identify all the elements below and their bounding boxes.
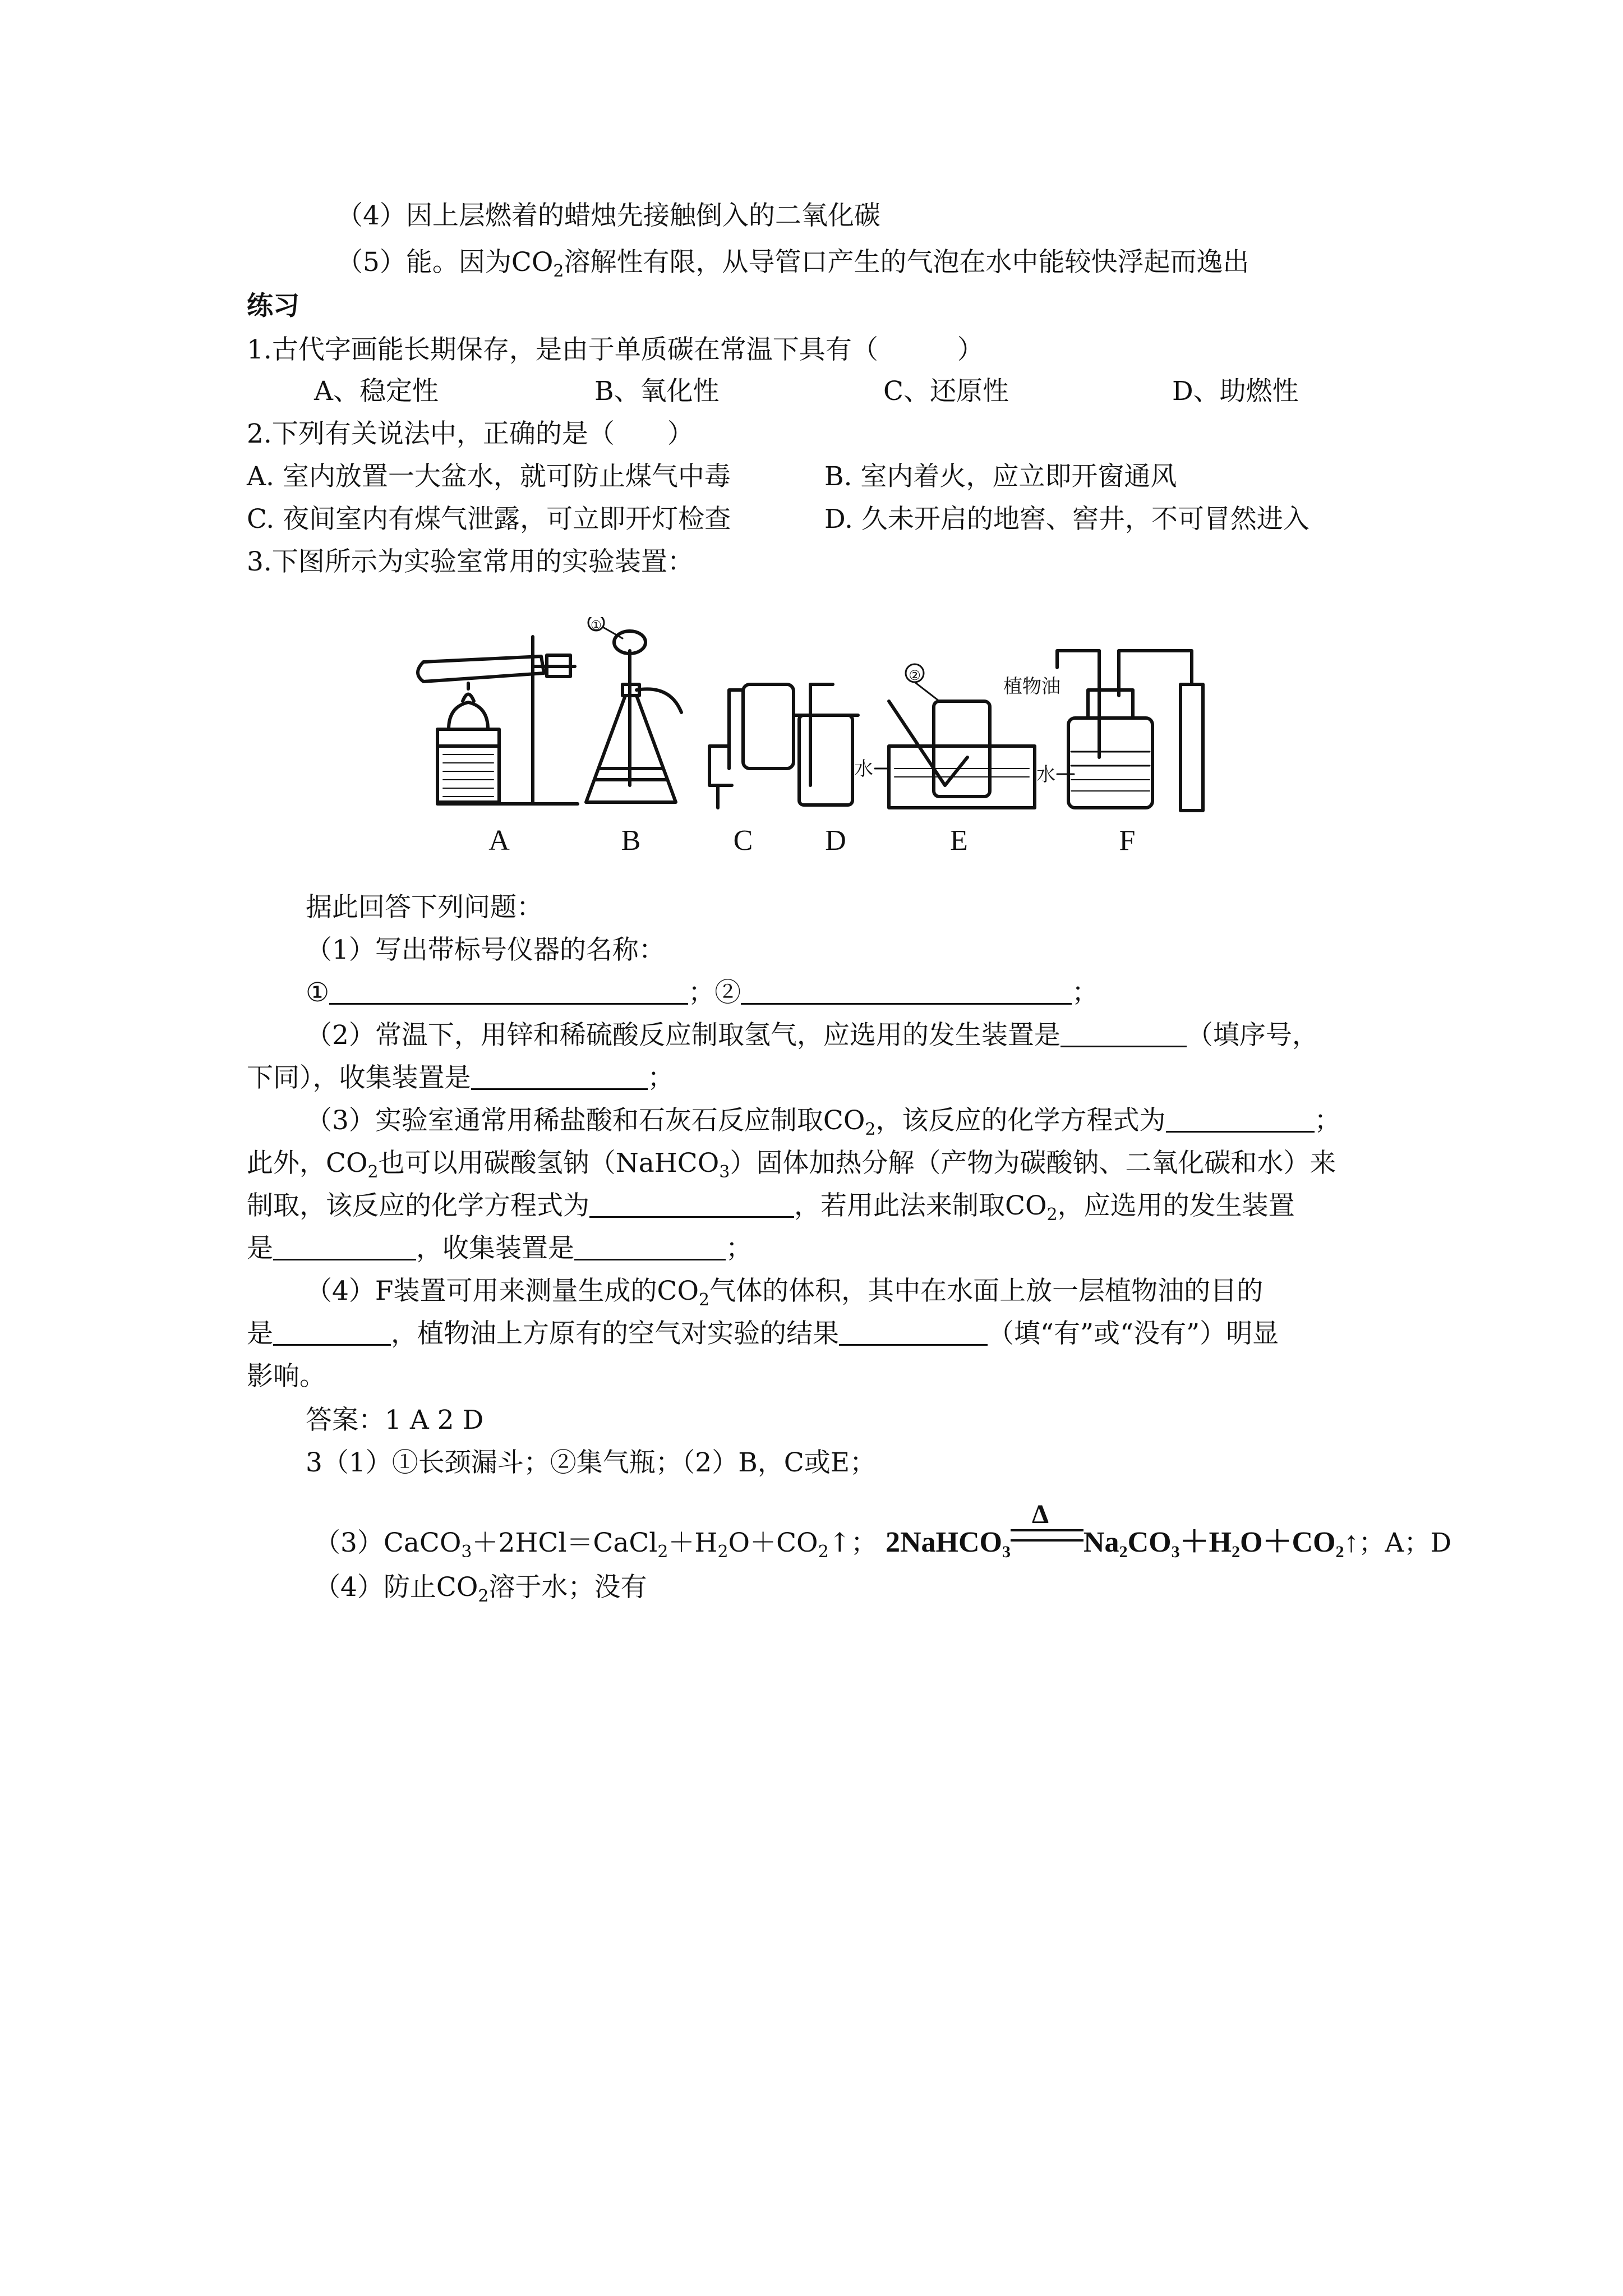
answers-line-4: （4）防止$CO_2$溶于水；没有 <box>314 1572 647 1606</box>
q2-option-a: A. 室内放置一大盆水，就可防止煤气中毒 <box>247 461 731 492</box>
figure-water-label-e: 水 <box>854 758 873 780</box>
apparatus-a <box>418 637 578 804</box>
apparatus-d <box>794 684 858 805</box>
q2-option-d: D. 久未开启的地窖、窖井，不可冒然进入 <box>824 504 1310 535</box>
blank-caco3-equation[interactable] <box>1166 1106 1315 1133</box>
q3-part-4-line3: 影响。 <box>247 1361 326 1392</box>
q3-part-3-line3: 制取，该反应的化学方程式为 ，若用此法来制取$CO_2$，应选用的发生装置 <box>247 1190 1295 1225</box>
blank-instrument-2[interactable] <box>741 978 1072 1005</box>
blank-air-effect[interactable] <box>839 1319 988 1346</box>
prev-answer-5: （5）能。因为$CO_2$溶解性有限，从导管口产生的气泡在水中能较快浮起而逸出 <box>336 247 1249 281</box>
answers-line-1: 答案：1 A 2 D <box>306 1405 484 1435</box>
blank-co2-collector[interactable] <box>574 1234 726 1260</box>
q1-option-a: A、稳定性 <box>314 376 439 407</box>
q3-part-3-line2: 此外，$CO_2$也可以用碳酸氢钠（NaHCO$_3$）固体加热分解（产物为碳酸钠、二氧化碳和水）来 <box>247 1148 1336 1182</box>
figure-label-a: A <box>488 825 510 853</box>
q1-option-b: B、氧化性 <box>594 376 720 407</box>
answers-line-3: $(3)CaCO_3+2HCl=CaCl_2+H_2O+CO_2↑$； 2NaHCO$_3$ Δ $Na_2CO_3+H_2O+CO_2↑$；A；D <box>314 1499 1452 1562</box>
q3-part-4-line1: （4）F装置可用来测量生成的$CO_2$气体的体积，其中在水面上放一层植物油的目的 <box>306 1276 1264 1310</box>
section-title: 练习 <box>247 291 299 321</box>
question-1-stem: 1.古代字画能长期保存，是由于单质碳在常温下具有（ ） <box>247 334 984 365</box>
lab-apparatus-figure <box>407 617 1231 853</box>
heating-condition: Δ <box>1011 1521 1083 1555</box>
figure-oil-label: 植物油 <box>1003 675 1061 698</box>
q1-option-d: D、助燃性 <box>1172 376 1299 407</box>
apparatus-c <box>709 684 794 808</box>
nahco3-decomposition-equation: 2NaHCO$_3$ Δ $Na_2CO_3+H_2O+CO_2↑$ <box>886 1499 1359 1561</box>
figure-label-b: B <box>621 825 641 853</box>
q3-part-2-line2: 下同），收集装置是 ； <box>247 1062 674 1093</box>
q2-option-c: C. 夜间室内有煤气泄露，可立即开灯检查 <box>247 504 731 535</box>
figure-marker-2: ② <box>909 668 921 683</box>
q3-prompt: 据此回答下列问题： <box>306 892 543 923</box>
q1-option-c: C、还原性 <box>883 376 1009 407</box>
q3-part-3-line1: （3）实验室通常用稀盐酸和石灰石反应制取$CO_2$，该反应的化学方程式为 ； <box>306 1105 1341 1139</box>
question-3-stem: 3.下图所示为实验室常用的实验装置： <box>247 546 694 577</box>
blank-nahco3-equation[interactable] <box>589 1191 794 1218</box>
q3-part-1-blanks: ① ；② ； <box>306 977 1099 1008</box>
apparatus-b <box>586 617 681 802</box>
answers-line-2: 3（1）①长颈漏斗；②集气瓶；（2）B，C或E； <box>306 1447 877 1478</box>
figure-label-c: C <box>733 825 753 853</box>
q3-part-4-line2: 是 ，植物油上方原有的空气对实验的结果 （填“有”或“没有”）明显 <box>247 1318 1279 1349</box>
blank-hydrogen-collector[interactable] <box>471 1064 648 1090</box>
blank-instrument-1[interactable] <box>329 978 688 1005</box>
blank-hydrogen-generator[interactable] <box>1061 1021 1187 1047</box>
figure-label-d: D <box>825 825 846 853</box>
q3-part-2-line1: （2）常温下，用锌和稀硫酸反应制取氢气，应选用的发生装置是 （填序号， <box>306 1020 1318 1051</box>
question-2-stem: 2.下列有关说法中，正确的是（ ） <box>247 418 694 449</box>
q2-option-b: B. 室内着火，应立即开窗通风 <box>824 461 1177 492</box>
figure-label-f: F <box>1119 825 1136 853</box>
q3-part-1: （1）写出带标号仪器的名称： <box>306 935 665 965</box>
figure-marker-1: ① <box>591 619 602 633</box>
prev-answer-4: （4）因上层燃着的蜡烛先接触倒入的二氧化碳 <box>336 200 880 231</box>
figure-label-e: E <box>950 825 968 853</box>
blank-oil-purpose[interactable] <box>273 1319 391 1346</box>
figure-water-label-f: 水 <box>1036 763 1055 786</box>
blank-co2-generator[interactable] <box>273 1234 416 1260</box>
apparatus-f <box>1057 651 1203 811</box>
q3-part-3-line4: 是 ，收集装置是 ； <box>247 1233 752 1264</box>
